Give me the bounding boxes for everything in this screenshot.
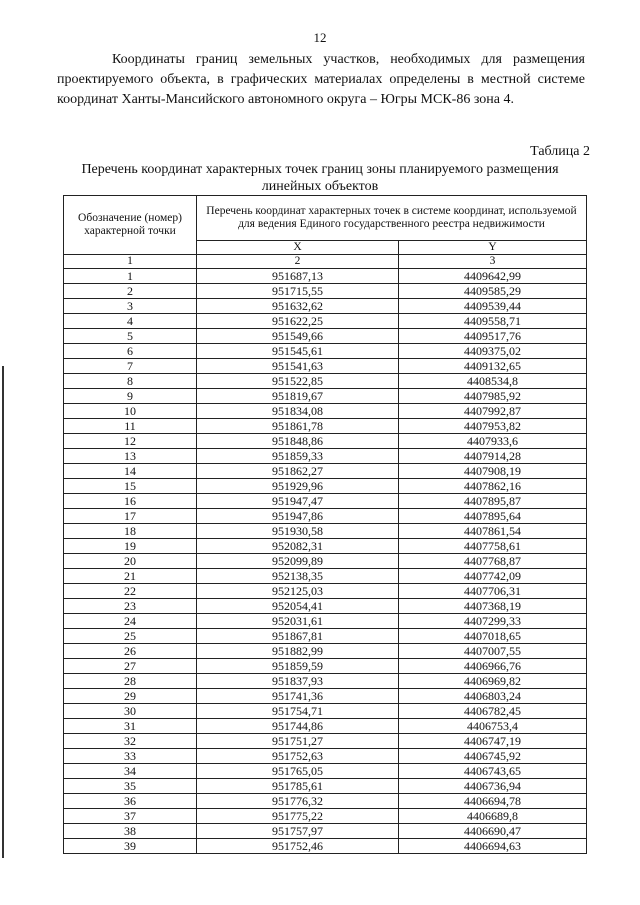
y-coordinate-cell: 4407914,28 xyxy=(399,449,587,464)
y-coordinate-cell: 4407768,87 xyxy=(399,554,587,569)
table-row xyxy=(64,359,587,374)
y-coordinate-cell: 4407953,82 xyxy=(399,419,587,434)
table-row xyxy=(64,464,587,479)
table-number: Таблица 2 xyxy=(530,144,590,159)
x-coordinate-cell: 951522,85 xyxy=(197,374,399,389)
point-number-cell: 25 xyxy=(64,629,197,644)
y-coordinate-cell: 4408534,8 xyxy=(399,374,587,389)
table-row xyxy=(64,374,587,389)
point-number-cell: 20 xyxy=(64,554,197,569)
x-coordinate-cell: 952125,03 xyxy=(197,584,399,599)
y-coordinate-cell: 4407933,6 xyxy=(399,434,587,449)
x-coordinate-cell: 951752,46 xyxy=(197,839,399,854)
table-row xyxy=(64,299,587,314)
point-number-cell: 6 xyxy=(64,344,197,359)
y-coordinate-cell: 4409517,76 xyxy=(399,329,587,344)
header-point-number: Обозначение (номер) характерной точки xyxy=(64,196,197,255)
column-index-3: 3 xyxy=(399,255,587,269)
x-coordinate-cell: 951882,99 xyxy=(197,644,399,659)
y-coordinate-cell: 4406753,4 xyxy=(399,719,587,734)
point-number-cell: 2 xyxy=(64,284,197,299)
x-coordinate-cell: 951632,62 xyxy=(197,299,399,314)
y-coordinate-cell: 4407758,61 xyxy=(399,539,587,554)
point-number-cell: 21 xyxy=(64,569,197,584)
table-row xyxy=(64,644,587,659)
point-number-cell: 27 xyxy=(64,659,197,674)
table-row xyxy=(64,554,587,569)
y-coordinate-cell: 4407706,31 xyxy=(399,584,587,599)
table-row xyxy=(64,764,587,779)
coordinates-table xyxy=(63,195,587,854)
point-number-cell: 31 xyxy=(64,719,197,734)
x-coordinate-cell: 951862,27 xyxy=(197,464,399,479)
column-index-2: 2 xyxy=(197,255,399,269)
table-header-row xyxy=(64,196,587,241)
table-row xyxy=(64,629,587,644)
point-number-cell: 16 xyxy=(64,494,197,509)
y-coordinate-cell: 4409375,02 xyxy=(399,344,587,359)
table-row xyxy=(64,719,587,734)
table-row xyxy=(64,434,587,449)
point-number-cell: 3 xyxy=(64,299,197,314)
y-coordinate-cell: 4406694,78 xyxy=(399,794,587,809)
point-number-cell: 30 xyxy=(64,704,197,719)
table-row xyxy=(64,284,587,299)
point-number-cell: 28 xyxy=(64,674,197,689)
table-row xyxy=(64,419,587,434)
point-number-cell: 34 xyxy=(64,764,197,779)
x-coordinate-cell: 951848,86 xyxy=(197,434,399,449)
x-coordinate-cell: 952082,31 xyxy=(197,539,399,554)
page-number: 12 xyxy=(313,30,327,45)
x-coordinate-cell: 951775,22 xyxy=(197,809,399,824)
header-x: X xyxy=(197,241,399,255)
table-row xyxy=(64,584,587,599)
table-title: Перечень координат характерных точек границ зоны планируемого размещения линейных объектов xyxy=(81,162,559,194)
table-row xyxy=(64,404,587,419)
point-number-cell: 17 xyxy=(64,509,197,524)
x-coordinate-cell: 951741,36 xyxy=(197,689,399,704)
point-number-cell: 4 xyxy=(64,314,197,329)
x-coordinate-cell: 952054,41 xyxy=(197,599,399,614)
table-row xyxy=(64,794,587,809)
y-coordinate-cell: 4406969,82 xyxy=(399,674,587,689)
table-row xyxy=(64,704,587,719)
x-coordinate-cell: 951947,47 xyxy=(197,494,399,509)
table-row xyxy=(64,689,587,704)
table-row xyxy=(64,269,587,284)
y-coordinate-cell: 4406743,65 xyxy=(399,764,587,779)
header-y: Y xyxy=(399,241,587,255)
point-number-cell: 1 xyxy=(64,269,197,284)
y-coordinate-cell: 4409585,29 xyxy=(399,284,587,299)
x-coordinate-cell: 952031,61 xyxy=(197,614,399,629)
table-row xyxy=(64,344,587,359)
scan-margin-mark xyxy=(2,366,4,858)
point-number-cell: 26 xyxy=(64,644,197,659)
y-coordinate-cell: 4407895,64 xyxy=(399,509,587,524)
table-row xyxy=(64,449,587,464)
table-row xyxy=(64,539,587,554)
y-coordinate-cell: 4407018,65 xyxy=(399,629,587,644)
y-coordinate-cell: 4407861,54 xyxy=(399,524,587,539)
table-row xyxy=(64,824,587,839)
x-coordinate-cell: 951545,61 xyxy=(197,344,399,359)
intro-paragraph: Координаты границ земельных участков, необходимых для размещения проектируемого объекта, в графических материалах определены в местной системе координат Ханты-Мансийского автономного округа – Югры МСК-86 зона 4. xyxy=(57,52,585,107)
x-coordinate-cell: 951757,97 xyxy=(197,824,399,839)
y-coordinate-cell: 4409539,44 xyxy=(399,299,587,314)
y-coordinate-cell: 4407985,92 xyxy=(399,389,587,404)
y-coordinate-cell: 4407742,09 xyxy=(399,569,587,584)
x-coordinate-cell: 951776,32 xyxy=(197,794,399,809)
point-number-cell: 36 xyxy=(64,794,197,809)
point-number-cell: 8 xyxy=(64,374,197,389)
y-coordinate-cell: 4407299,33 xyxy=(399,614,587,629)
table-row xyxy=(64,674,587,689)
table-row xyxy=(64,614,587,629)
y-coordinate-cell: 4407908,19 xyxy=(399,464,587,479)
table-row xyxy=(64,389,587,404)
point-number-cell: 14 xyxy=(64,464,197,479)
point-number-cell: 23 xyxy=(64,599,197,614)
point-number-cell: 7 xyxy=(64,359,197,374)
y-coordinate-cell: 4406694,63 xyxy=(399,839,587,854)
point-number-cell: 37 xyxy=(64,809,197,824)
point-number-cell: 15 xyxy=(64,479,197,494)
y-coordinate-cell: 4406747,19 xyxy=(399,734,587,749)
point-number-cell: 13 xyxy=(64,449,197,464)
point-number-cell: 18 xyxy=(64,524,197,539)
y-coordinate-cell: 4409132,65 xyxy=(399,359,587,374)
table-row xyxy=(64,599,587,614)
x-coordinate-cell: 951752,63 xyxy=(197,749,399,764)
point-number-cell: 9 xyxy=(64,389,197,404)
point-number-cell: 10 xyxy=(64,404,197,419)
table-row xyxy=(64,809,587,824)
x-coordinate-cell: 951929,96 xyxy=(197,479,399,494)
x-coordinate-cell: 951861,78 xyxy=(197,419,399,434)
point-number-cell: 19 xyxy=(64,539,197,554)
x-coordinate-cell: 951930,58 xyxy=(197,524,399,539)
x-coordinate-cell: 951549,66 xyxy=(197,329,399,344)
table-row xyxy=(64,569,587,584)
x-coordinate-cell: 952138,35 xyxy=(197,569,399,584)
point-number-cell: 32 xyxy=(64,734,197,749)
table-row xyxy=(64,509,587,524)
y-coordinate-cell: 4407992,87 xyxy=(399,404,587,419)
y-coordinate-cell: 4406745,92 xyxy=(399,749,587,764)
table-row xyxy=(64,329,587,344)
header-coordinates: Перечень координат характерных точек в системе координат, используемой для ведения Единого государственного реестра недвижимости xyxy=(197,196,587,241)
table-row xyxy=(64,779,587,794)
y-coordinate-cell: 4407007,55 xyxy=(399,644,587,659)
x-coordinate-cell: 951765,05 xyxy=(197,764,399,779)
point-number-cell: 22 xyxy=(64,584,197,599)
x-coordinate-cell: 951687,13 xyxy=(197,269,399,284)
x-coordinate-cell: 951715,55 xyxy=(197,284,399,299)
y-coordinate-cell: 4406803,24 xyxy=(399,689,587,704)
y-coordinate-cell: 4406689,8 xyxy=(399,809,587,824)
x-coordinate-cell: 951751,27 xyxy=(197,734,399,749)
table-row xyxy=(64,659,587,674)
x-coordinate-cell: 951867,81 xyxy=(197,629,399,644)
point-number-cell: 12 xyxy=(64,434,197,449)
x-coordinate-cell: 951819,67 xyxy=(197,389,399,404)
point-number-cell: 29 xyxy=(64,689,197,704)
x-coordinate-cell: 951834,08 xyxy=(197,404,399,419)
x-coordinate-cell: 952099,89 xyxy=(197,554,399,569)
column-index-1: 1 xyxy=(64,255,197,269)
table-row xyxy=(64,494,587,509)
x-coordinate-cell: 951744,86 xyxy=(197,719,399,734)
y-coordinate-cell: 4406736,94 xyxy=(399,779,587,794)
y-coordinate-cell: 4407368,19 xyxy=(399,599,587,614)
table-row xyxy=(64,749,587,764)
point-number-cell: 24 xyxy=(64,614,197,629)
point-number-cell: 5 xyxy=(64,329,197,344)
x-coordinate-cell: 951541,63 xyxy=(197,359,399,374)
table-column-index-row xyxy=(64,255,587,269)
point-number-cell: 35 xyxy=(64,779,197,794)
table-body xyxy=(64,269,587,854)
table-row xyxy=(64,734,587,749)
y-coordinate-cell: 4407862,16 xyxy=(399,479,587,494)
y-coordinate-cell: 4406966,76 xyxy=(399,659,587,674)
table-row xyxy=(64,479,587,494)
point-number-cell: 39 xyxy=(64,839,197,854)
x-coordinate-cell: 951622,25 xyxy=(197,314,399,329)
y-coordinate-cell: 4409558,71 xyxy=(399,314,587,329)
table-row xyxy=(64,314,587,329)
point-number-cell: 33 xyxy=(64,749,197,764)
x-coordinate-cell: 951837,93 xyxy=(197,674,399,689)
y-coordinate-cell: 4406690,47 xyxy=(399,824,587,839)
table-row xyxy=(64,524,587,539)
point-number-cell: 11 xyxy=(64,419,197,434)
y-coordinate-cell: 4409642,99 xyxy=(399,269,587,284)
x-coordinate-cell: 951859,59 xyxy=(197,659,399,674)
table-row xyxy=(64,839,587,854)
x-coordinate-cell: 951859,33 xyxy=(197,449,399,464)
y-coordinate-cell: 4406782,45 xyxy=(399,704,587,719)
x-coordinate-cell: 951947,86 xyxy=(197,509,399,524)
x-coordinate-cell: 951785,61 xyxy=(197,779,399,794)
point-number-cell: 38 xyxy=(64,824,197,839)
y-coordinate-cell: 4407895,87 xyxy=(399,494,587,509)
x-coordinate-cell: 951754,71 xyxy=(197,704,399,719)
